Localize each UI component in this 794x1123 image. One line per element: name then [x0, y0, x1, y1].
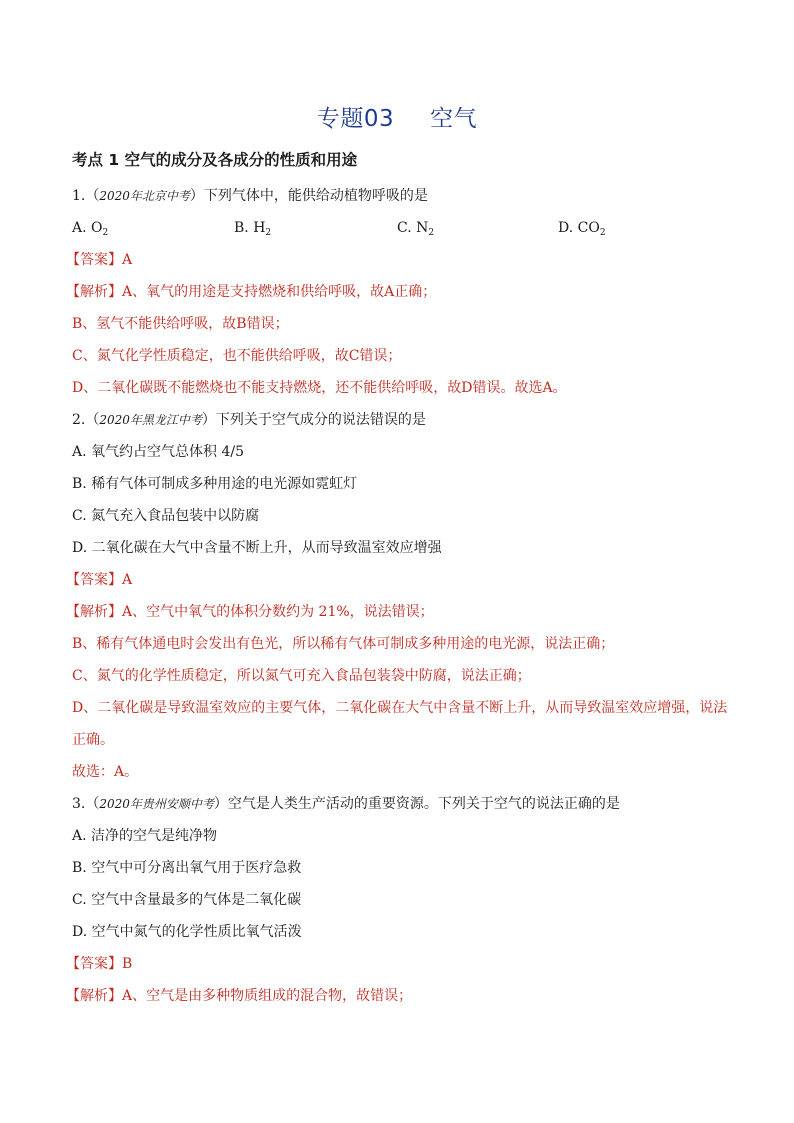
question-1-stem: 1.（2020年北京中考）下列气体中，能供给动植物呼吸的是: [72, 188, 428, 204]
question-3-option: B. 空气中可分离出氧气用于医疗急救: [72, 860, 302, 876]
question-1-option-c: C. $N_2$: [397, 220, 435, 238]
question-3-stem: 3.（2020年贵州安顺中考）空气是人类生产活动的重要资源。下列关于空气的说法正确的是: [72, 796, 620, 812]
question-2-analysis-line: D、二氧化碳是导致温室效应的主要气体，二氧化碳在大气中含量不断上升，从而导致温室效应增强，说法: [72, 700, 728, 716]
title-main: 专题03: [316, 106, 395, 132]
question-2-analysis-line: 故选：A。: [72, 764, 139, 780]
question-source: 2020年贵州安顺中考: [99, 797, 214, 811]
question-1-analysis-line: D、二氧化碳既不能燃烧也不能支持燃烧，还不能供给呼吸，故D错误。故选A。: [72, 380, 567, 396]
question-2-analysis-line: C、氮气的化学性质稳定，所以氮气可充入食品包装袋中防腐，说法正确；: [72, 668, 531, 684]
question-3-option: D. 空气中氮气的化学性质比氧气活泼: [72, 924, 302, 940]
question-2-analysis-line: 【解析】A、空气中氧气的体积分数约为 21%，说法错误；: [66, 604, 434, 620]
question-1-answer: 【答案】A: [66, 252, 133, 268]
question-2-analysis-line: 正确。: [72, 732, 114, 748]
question-3-answer: 【答案】B: [66, 956, 133, 972]
question-2-answer: 【答案】A: [66, 572, 133, 588]
question-1-option-b: B. $H_2$: [234, 220, 272, 238]
title-topic: 空气: [430, 106, 478, 132]
question-3-analysis-line: 【解析】A、空气是由多种物质组成的混合物，故错误；: [66, 988, 413, 1004]
question-1-option-a: A. $O_2$: [72, 220, 109, 238]
question-2-stem: 2.（2020年黑龙江中考）下列关于空气成分的说法错误的是: [72, 412, 426, 428]
question-2-analysis-line: B、稀有气体通电时会发出有色光，所以稀有气体可制成多种用途的电光源，说法正确；: [72, 636, 615, 652]
question-3-option: C. 空气中含量最多的气体是二氧化碳: [72, 892, 302, 908]
question-1-analysis-line: B、氢气不能供给呼吸，故B错误；: [72, 316, 289, 332]
question-1-analysis-line: C、氮气化学性质稳定，也不能供给呼吸，故C错误；: [72, 348, 402, 364]
question-1-analysis-line: 【解析】A、氧气的用途是支持燃烧和供给呼吸，故A正确；: [66, 284, 437, 300]
question-3-option: A. 洁净的空气是纯净物: [72, 828, 218, 844]
question-2-option: A. 氧气约占空气总体积 4/5: [72, 444, 244, 460]
question-2-option: C. 氮气充入食品包装中以防腐: [72, 508, 260, 524]
page-title: [0, 100, 794, 133]
section-heading: 考点 1 空气的成分及各成分的性质和用途: [72, 151, 358, 169]
question-2-option: D. 二氧化碳在大气中含量不断上升，从而导致温室效应增强: [72, 540, 442, 556]
question-1-option-d: D. $CO_2$: [558, 220, 606, 238]
question-source: 2020年北京中考: [99, 189, 190, 203]
question-source: 2020年黑龙江中考: [99, 413, 202, 427]
question-2-option: B. 稀有气体可制成多种用途的电光源如霓虹灯: [72, 476, 358, 492]
